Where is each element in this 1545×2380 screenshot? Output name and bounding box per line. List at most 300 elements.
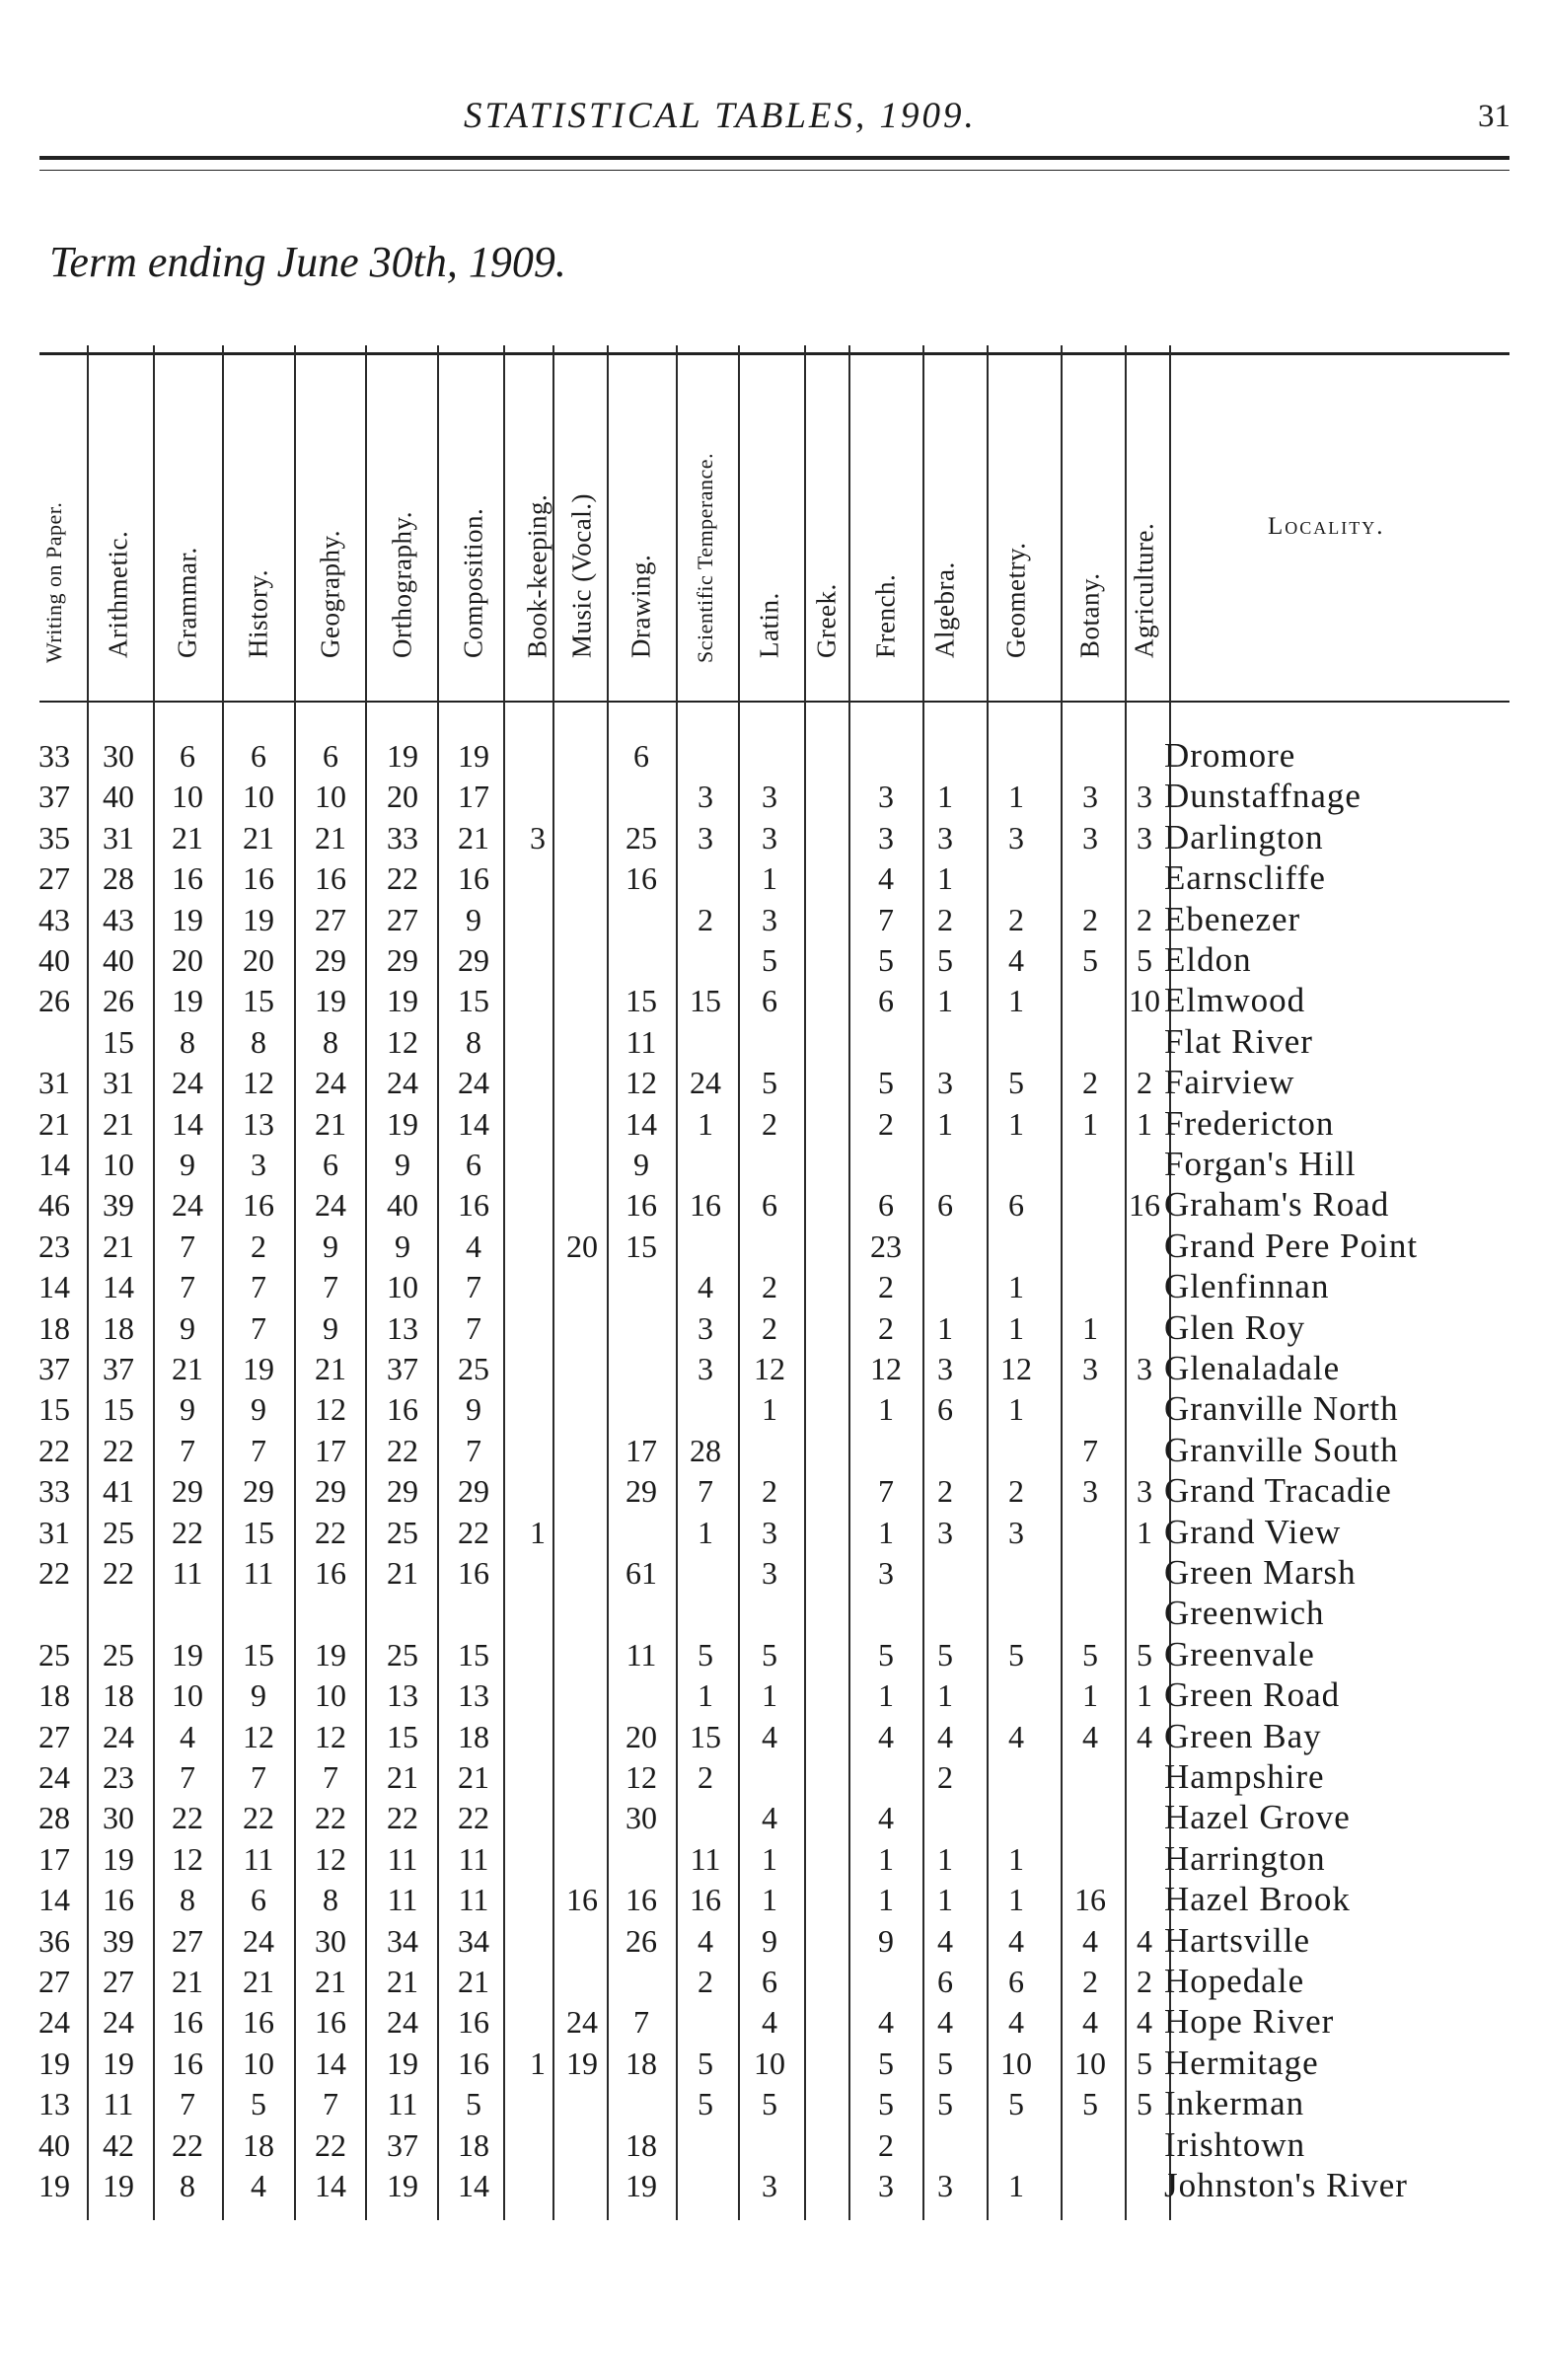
table-cell: 19 — [387, 1105, 418, 1142]
table-cell: 11 — [625, 1636, 657, 1673]
table-cell: 23 — [38, 1227, 70, 1264]
table-cell: 41 — [103, 1473, 134, 1510]
table-cell: 7 — [180, 1432, 195, 1468]
table-cell: 14 — [38, 1147, 70, 1182]
table-cell: 19 — [387, 738, 418, 774]
table-cell: 1 — [1008, 1269, 1024, 1305]
table-cell: 15 — [243, 1636, 274, 1673]
table-cell: 1 — [937, 983, 953, 1019]
table-cell: 1 — [1082, 1677, 1098, 1714]
table-cell: 14 — [458, 2168, 489, 2203]
locality-name: Flat River — [1164, 1021, 1313, 1061]
table-cell: 3 — [698, 819, 713, 855]
table-cell: 30 — [103, 738, 134, 774]
table-cell: 21 — [103, 1105, 134, 1142]
table-cell: 9 — [180, 1391, 195, 1428]
table-cell: 22 — [243, 1800, 274, 1836]
table-row — [0, 1389, 1545, 1429]
column-header-label: History. — [243, 569, 273, 658]
table-cell: 3 — [1137, 819, 1152, 855]
table-cell: 6 — [937, 1187, 953, 1224]
locality-header: Locality. — [1268, 513, 1385, 540]
column-header-label: Grammar. — [172, 547, 202, 658]
table-cell: 23 — [870, 1227, 902, 1264]
table-cell: 3 — [937, 1514, 953, 1550]
table-cell: 3 — [878, 2168, 894, 2203]
table-cell: 16 — [458, 1187, 489, 1224]
column-header-label: Music (Vocal.) — [566, 493, 597, 658]
table-cell: 12 — [315, 1391, 346, 1428]
table-cell: 7 — [878, 901, 894, 937]
table-cell: 18 — [243, 2126, 274, 2163]
table-cell: 19 — [172, 983, 203, 1019]
table-cell: 1 — [878, 1391, 894, 1428]
table-cell: 26 — [103, 983, 134, 1019]
table-cell: 24 — [387, 2004, 418, 2041]
table-cell: 16 — [625, 1187, 657, 1224]
table-cell: 24 — [38, 2004, 70, 2041]
table-cell: 31 — [38, 1514, 70, 1550]
table-cell: 1 — [1082, 1309, 1098, 1346]
table-row — [0, 1594, 1545, 1633]
locality-name: Eldon — [1164, 940, 1252, 979]
table-cell: 16 — [690, 1187, 721, 1224]
table-row — [0, 2166, 1545, 2205]
table-cell: 16 — [458, 1555, 489, 1591]
table-cell: 9 — [395, 1227, 410, 1264]
table-cell: 1 — [1008, 1105, 1024, 1142]
table-cell: 1 — [878, 1840, 894, 1877]
locality-name: Darlington — [1164, 817, 1324, 856]
table-cell: 21 — [315, 1351, 346, 1386]
table-cell: 1 — [1008, 983, 1024, 1019]
table-cell: 11 — [103, 2086, 134, 2122]
table-cell: 21 — [387, 1964, 418, 1999]
table-cell: 5 — [1137, 2086, 1152, 2122]
table-cell: 4 — [1137, 1718, 1152, 1754]
table-cell: 19 — [243, 901, 274, 937]
table-cell: 24 — [387, 1065, 418, 1101]
table-cell: 29 — [458, 942, 489, 978]
table-cell: 2 — [698, 1964, 713, 1999]
table-cell: 6 — [323, 1147, 338, 1182]
table-cell: 22 — [387, 1800, 418, 1836]
table-cell: 10 — [103, 1147, 134, 1182]
column-header — [229, 355, 288, 695]
table-cell: 10 — [315, 1677, 346, 1714]
table-cell: 3 — [762, 1555, 777, 1591]
column-header-label: Orthography. — [387, 511, 417, 658]
table-cell: 21 — [458, 1964, 489, 1999]
column-header-label: Composition. — [458, 507, 488, 658]
table-cell: 33 — [38, 738, 70, 774]
table-cell: 14 — [315, 2168, 346, 2203]
table-cell: 5 — [762, 2086, 777, 2122]
table-cell: 15 — [103, 1391, 134, 1428]
table-cell: 11 — [387, 2086, 418, 2122]
table-cell: 2 — [1137, 901, 1152, 937]
table-cell: 21 — [458, 819, 489, 855]
table-cell: 9 — [180, 1147, 195, 1182]
table-cell: 5 — [1008, 1065, 1024, 1101]
table-row — [0, 1553, 1545, 1593]
table-cell: 21 — [172, 819, 203, 855]
table-cell: 43 — [38, 901, 70, 937]
table-cell: 19 — [243, 1351, 274, 1386]
table-cell: 25 — [625, 819, 657, 855]
table-cell: 20 — [566, 1227, 598, 1264]
table-cell: 2 — [1082, 1065, 1098, 1101]
table-cell: 7 — [180, 1759, 195, 1795]
table-cell: 15 — [103, 1023, 134, 1060]
table-cell: 4 — [762, 1718, 777, 1754]
locality-name: Hazel Brook — [1164, 1880, 1351, 1919]
table-cell: 5 — [937, 1636, 953, 1673]
table-cell: 22 — [103, 1555, 134, 1591]
table-cell: 15 — [387, 1718, 418, 1754]
locality-name: Grand Pere Point — [1164, 1226, 1419, 1265]
table-cell: 16 — [243, 2004, 274, 2041]
table-cell: 15 — [38, 1391, 70, 1428]
table-cell: 1 — [1137, 1677, 1152, 1714]
table-cell: 14 — [38, 1882, 70, 1918]
table-cell: 19 — [387, 983, 418, 1019]
table-cell: 6 — [1008, 1964, 1024, 1999]
table-cell: 2 — [251, 1227, 266, 1264]
term-heading: Term ending June 30th, 1909. — [49, 238, 566, 286]
table-cell: 7 — [466, 1269, 481, 1305]
table-cell: 22 — [458, 1800, 489, 1836]
table-row — [0, 1349, 1545, 1388]
table-cell: 12 — [754, 1351, 785, 1386]
table-cell: 22 — [387, 860, 418, 897]
table-cell: 5 — [878, 1636, 894, 1673]
table-cell: 37 — [387, 2126, 418, 2163]
table-cell: 25 — [458, 1351, 489, 1386]
locality-name: Greenwich — [1164, 1594, 1325, 1633]
table-cell: 5 — [1137, 942, 1152, 978]
table-cell: 10 — [1000, 2045, 1032, 2081]
table-cell: 19 — [315, 1636, 346, 1673]
table-cell: 11 — [690, 1840, 721, 1877]
table-cell: 2 — [1137, 1964, 1152, 1999]
table-cell: 7 — [698, 1473, 713, 1510]
locality-name: Granville South — [1164, 1430, 1399, 1469]
table-row — [0, 1145, 1545, 1184]
table-cell: 10 — [1129, 983, 1160, 1019]
table-cell: 4 — [937, 2004, 953, 2041]
table-cell: 16 — [690, 1882, 721, 1918]
table-cell: 7 — [1082, 1432, 1098, 1468]
locality-name: Hopedale — [1164, 1962, 1305, 2000]
table-cell: 5 — [698, 2045, 713, 2081]
table-cell: 7 — [180, 1227, 195, 1264]
table-cell: 27 — [172, 1922, 203, 1959]
table-cell: 19 — [566, 2045, 598, 2081]
table-cell: 8 — [251, 1023, 266, 1060]
table-cell: 6 — [323, 738, 338, 774]
table-cell: 16 — [172, 2045, 203, 2081]
table-cell: 22 — [172, 2126, 203, 2163]
running-head-title: STATISTICAL TABLES, 1909. — [464, 96, 977, 136]
table-cell: 22 — [315, 2126, 346, 2163]
table-row — [0, 2084, 1545, 2123]
table-cell: 9 — [878, 1922, 894, 1959]
column-header-label: Arithmetic. — [103, 530, 133, 658]
table-cell: 10 — [315, 779, 346, 815]
column-header — [373, 355, 432, 695]
column-header-label: Greek. — [811, 583, 842, 658]
table-cell: 6 — [762, 1187, 777, 1224]
table-cell: 27 — [38, 1718, 70, 1754]
table-cell: 3 — [937, 1351, 953, 1386]
table-cell: 1 — [1008, 1840, 1024, 1877]
table-cell: 42 — [103, 2126, 134, 2163]
table-cell: 4 — [251, 2168, 266, 2203]
table-cell: 24 — [103, 1718, 134, 1754]
table-row — [0, 1839, 1545, 1879]
table-cell: 11 — [243, 1840, 274, 1877]
table-cell: 9 — [762, 1922, 777, 1959]
table-cell: 1 — [878, 1514, 894, 1550]
table-cell: 15 — [690, 1718, 721, 1754]
table-cell: 14 — [38, 1269, 70, 1305]
column-header — [856, 355, 916, 695]
table-row — [0, 818, 1545, 857]
table-row — [0, 1267, 1545, 1306]
table-cell: 3 — [1137, 1351, 1152, 1386]
locality-name: Ebenezer — [1164, 899, 1301, 938]
table-cell: 18 — [38, 1309, 70, 1346]
page-number: 31 — [1478, 99, 1510, 134]
table-cell: 11 — [387, 1882, 418, 1918]
table-cell: 24 — [38, 1759, 70, 1795]
column-header — [797, 355, 856, 695]
table-cell: 1 — [937, 860, 953, 897]
table-cell: 28 — [38, 1800, 70, 1836]
locality-name: Grand Tracadie — [1164, 1471, 1392, 1511]
table-cell: 16 — [1129, 1187, 1160, 1224]
table-cell: 5 — [1082, 2086, 1098, 2122]
table-cell: 3 — [530, 819, 546, 855]
table-cell: 4 — [1008, 2004, 1024, 2041]
table-cell: 21 — [458, 1759, 489, 1795]
table-cell: 22 — [172, 1800, 203, 1836]
column-header-label: Latin. — [754, 592, 784, 658]
table-cell: 24 — [458, 1065, 489, 1101]
table-cell: 2 — [878, 1105, 894, 1142]
table-cell: 8 — [466, 1023, 481, 1060]
table-cell: 6 — [762, 1964, 777, 1999]
head-rule-thin — [39, 170, 1509, 171]
table-cell: 3 — [762, 779, 777, 815]
column-header — [552, 355, 612, 695]
table-cell: 29 — [387, 942, 418, 978]
table-cell: 19 — [625, 2168, 657, 2203]
table-cell: 6 — [937, 1964, 953, 1999]
table-cell: 16 — [458, 2004, 489, 2041]
table-cell: 16 — [172, 2004, 203, 2041]
table-cell: 43 — [103, 901, 134, 937]
table-cell: 24 — [243, 1922, 274, 1959]
table-cell: 27 — [387, 901, 418, 937]
table-cell: 2 — [878, 2126, 894, 2163]
table-cell: 9 — [466, 901, 481, 937]
table-cell: 21 — [315, 1964, 346, 1999]
table-cell: 10 — [1074, 2045, 1106, 2081]
table-cell: 4 — [762, 1800, 777, 1836]
table-cell: 6 — [762, 983, 777, 1019]
table-cell: 16 — [103, 1882, 134, 1918]
table-cell: 16 — [243, 1187, 274, 1224]
table-cell: 3 — [762, 2168, 777, 2203]
table-cell: 25 — [103, 1636, 134, 1673]
table-row — [0, 2125, 1545, 2165]
column-header-label: Agriculture. — [1129, 522, 1159, 658]
table-cell: 21 — [172, 1964, 203, 1999]
table-cell: 3 — [1008, 1514, 1024, 1550]
table-cell: 5 — [466, 2086, 481, 2122]
table-row — [0, 940, 1545, 980]
locality-name: Hazel Grove — [1164, 1798, 1351, 1837]
table-cell: 29 — [625, 1473, 657, 1510]
table-cell: 20 — [387, 779, 418, 815]
table-cell: 24 — [103, 2004, 134, 2041]
locality-name: Dromore — [1164, 736, 1296, 775]
table-cell: 21 — [387, 1759, 418, 1795]
table-cell: 16 — [387, 1391, 418, 1428]
table-cell: 7 — [180, 2086, 195, 2122]
locality-name: Fredericton — [1164, 1103, 1335, 1143]
table-cell: 39 — [103, 1922, 134, 1959]
table-cell: 24 — [172, 1065, 203, 1101]
table-cell: 37 — [38, 1351, 70, 1386]
table-cell: 3 — [1137, 779, 1152, 815]
table-cell: 13 — [387, 1309, 418, 1346]
table-cell: 11 — [625, 1023, 657, 1060]
table-cell: 5 — [1137, 2045, 1152, 2081]
table-cell: 1 — [1137, 1514, 1152, 1550]
locality-name: Green Road — [1164, 1675, 1341, 1715]
column-header-label: Botany. — [1074, 572, 1105, 658]
table-cell: 12 — [870, 1351, 902, 1386]
table-row — [0, 1431, 1545, 1470]
table-cell: 29 — [387, 1473, 418, 1510]
table-cell: 2 — [878, 1309, 894, 1346]
table-cell: 6 — [180, 738, 195, 774]
table-cell: 5 — [878, 1065, 894, 1101]
table-cell: 4 — [1082, 2004, 1098, 2041]
table-cell: 19 — [103, 2168, 134, 2203]
table-cell: 2 — [762, 1473, 777, 1510]
column-header-label: Scientific Temperance. — [693, 452, 717, 663]
table-cell: 7 — [466, 1432, 481, 1468]
table-cell: 3 — [937, 819, 953, 855]
table-cell: 5 — [1137, 1636, 1152, 1673]
table-cell: 16 — [243, 860, 274, 897]
table-cell: 3 — [1137, 1473, 1152, 1510]
table-cell: 2 — [698, 1759, 713, 1795]
table-row — [0, 900, 1545, 939]
table-cell: 3 — [1082, 1351, 1098, 1386]
table-cell: 2 — [937, 901, 953, 937]
table-cell: 12 — [172, 1840, 203, 1877]
table-cell: 31 — [103, 819, 134, 855]
table-cell: 18 — [458, 1718, 489, 1754]
column-header — [612, 355, 671, 695]
table-cell: 7 — [251, 1309, 266, 1346]
table-cell: 4 — [1082, 1718, 1098, 1754]
table-cell: 35 — [38, 819, 70, 855]
table-cell: 11 — [387, 1840, 418, 1877]
column-header — [916, 355, 975, 695]
table-row — [0, 736, 1545, 776]
table-cell: 21 — [103, 1227, 134, 1264]
table-row — [0, 1308, 1545, 1348]
table-cell: 21 — [315, 1105, 346, 1142]
locality-name: Glen Roy — [1164, 1307, 1306, 1347]
table-cell: 17 — [38, 1840, 70, 1877]
table-cell: 1 — [1008, 1391, 1024, 1428]
table-cell: 46 — [38, 1187, 70, 1224]
locality-name: Inkerman — [1164, 2084, 1305, 2123]
table-cell: 2 — [1137, 1065, 1152, 1101]
table-cell: 61 — [625, 1555, 657, 1591]
table-cell: 15 — [458, 1636, 489, 1673]
table-cell: 6 — [878, 983, 894, 1019]
table-cell: 1 — [937, 1840, 953, 1877]
table-cell: 1 — [878, 1882, 894, 1918]
table-cell: 8 — [323, 1023, 338, 1060]
table-cell: 1 — [1082, 1105, 1098, 1142]
table-row — [0, 2044, 1545, 2083]
table-cell: 2 — [937, 1473, 953, 1510]
table-cell: 3 — [762, 901, 777, 937]
column-header-label: Geography. — [315, 530, 345, 658]
column-header-label: Book-keeping. — [522, 493, 552, 658]
table-row — [0, 1921, 1545, 1961]
table-cell: 18 — [625, 2126, 657, 2163]
table-cell: 16 — [1074, 1882, 1106, 1918]
table-cell: 5 — [251, 2086, 266, 2122]
table-cell: 19 — [38, 2168, 70, 2203]
table-cell: 28 — [103, 860, 134, 897]
table-cell: 21 — [243, 819, 274, 855]
table-cell: 9 — [180, 1309, 195, 1346]
table-cell: 1 — [698, 1105, 713, 1142]
column-header — [676, 355, 735, 695]
table-cell: 31 — [103, 1065, 134, 1101]
table-cell: 4 — [1008, 1922, 1024, 1959]
table-cell: 2 — [698, 901, 713, 937]
column-header — [301, 355, 360, 695]
table-cell: 7 — [633, 2004, 649, 2041]
table-row — [0, 2002, 1545, 2042]
column-header — [1061, 355, 1120, 695]
table-cell: 27 — [38, 1964, 70, 1999]
table-cell: 1 — [1008, 2168, 1024, 2203]
table-cell: 12 — [315, 1840, 346, 1877]
running-head — [0, 95, 1545, 134]
table-cell: 40 — [38, 942, 70, 978]
table-cell: 6 — [1008, 1187, 1024, 1224]
table-cell: 25 — [387, 1636, 418, 1673]
table-cell: 1 — [762, 860, 777, 897]
table-cell: 26 — [625, 1922, 657, 1959]
table-cell: 7 — [323, 2086, 338, 2122]
table-cell: 5 — [937, 942, 953, 978]
table-cell: 3 — [937, 1065, 953, 1101]
